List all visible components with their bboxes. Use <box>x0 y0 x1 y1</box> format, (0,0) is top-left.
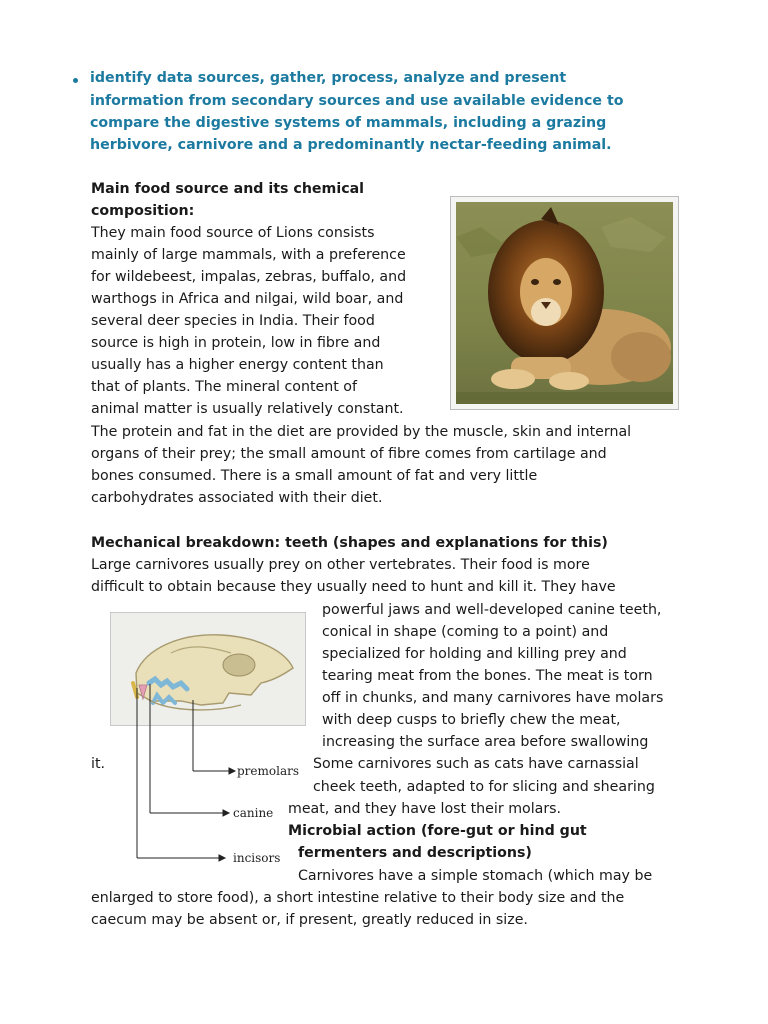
objective-line-1: identify data sources, gather, process, analyze and present <box>90 70 567 86</box>
label-premolars: premolars <box>237 764 300 778</box>
food-text-line: for wildebeest, impalas, zebras, buffalo, and <box>91 269 407 285</box>
food-text-line: several deer species in India. Their food <box>91 313 375 329</box>
teeth-text-line: increasing the surface area before swallowing <box>322 734 649 750</box>
label-canine: canine <box>233 806 274 820</box>
microbial-text-line: Carnivores have a simple stomach (which may be <box>298 868 653 884</box>
microbial-heading-2: fermenters and descriptions) <box>298 845 532 861</box>
teeth-text-line: cheek teeth, adapted to for slicing and shearing <box>313 779 655 795</box>
teeth-text-line: off in chunks, and many carnivores have molars <box>322 690 664 706</box>
food-text-line: animal matter is usually relatively constant. <box>91 401 404 417</box>
lion-illustration <box>451 197 678 409</box>
food-text-line: mainly of large mammals, with a preference <box>91 247 406 263</box>
teeth-heading: Mechanical breakdown: teeth (shapes and explanations for this) <box>91 535 608 551</box>
food-text-line: usually has a higher energy content than <box>91 357 384 373</box>
food-text-line: warthogs in Africa and nilgai, wild boar, and <box>91 291 404 307</box>
food-text-line: organs of their prey; the small amount of fibre comes from cartilage and <box>91 446 607 462</box>
bullet-dot <box>73 78 78 83</box>
food-text-line: They main food source of Lions consists <box>91 225 375 241</box>
teeth-text-line: powerful jaws and well-developed canine teeth, <box>322 602 662 618</box>
food-text-line: carbohydrates associated with their diet. <box>91 490 383 506</box>
lion-photo <box>450 196 679 410</box>
skull-illustration <box>111 613 305 725</box>
teeth-text-line: specialized for holding and killing prey and <box>322 646 627 662</box>
objective-line-2: information from secondary sources and use available evidence to <box>90 93 624 109</box>
food-text-line: source is high in protein, low in fibre and <box>91 335 381 351</box>
food-heading-1: Main food source and its chemical <box>91 181 365 197</box>
teeth-text-line: meat, and they have lost their molars. <box>288 801 562 817</box>
objective-line-3: compare the digestive systems of mammals, including a grazing <box>90 115 607 131</box>
teeth-text-line: with deep cusps to briefly chew the meat, <box>322 712 621 728</box>
food-text-line: The protein and fat in the diet are provided by the muscle, skin and internal <box>91 424 632 440</box>
teeth-text-line: Some carnivores such as cats have carnassial <box>313 756 639 772</box>
skull-image <box>110 612 306 726</box>
microbial-text-line: enlarged to store food), a short intestine relative to their body size and the <box>91 890 625 906</box>
food-heading-2: composition: <box>91 203 195 219</box>
teeth-text-line: tearing meat from the bones. The meat is torn <box>322 668 653 684</box>
microbial-heading-1: Microbial action (fore-gut or hind gut <box>288 823 587 839</box>
label-incisors: incisors <box>233 851 281 865</box>
teeth-text-line: Large carnivores usually prey on other vertebrates. Their food is more <box>91 557 590 573</box>
objective-line-4: herbivore, carnivore and a predominantly nectar-feeding animal. <box>90 137 612 153</box>
microbial-text-line: caecum may be absent or, if present, greatly reduced in size. <box>91 912 528 928</box>
food-text-line: that of plants. The mineral content of <box>91 379 357 395</box>
teeth-text-line: conical in shape (coming to a point) and <box>322 624 609 640</box>
food-text-line: bones consumed. There is a small amount of fat and very little <box>91 468 538 484</box>
teeth-text-it: it. <box>91 756 106 772</box>
teeth-text-line: difficult to obtain because they usually need to hunt and kill it. They have <box>91 579 616 595</box>
